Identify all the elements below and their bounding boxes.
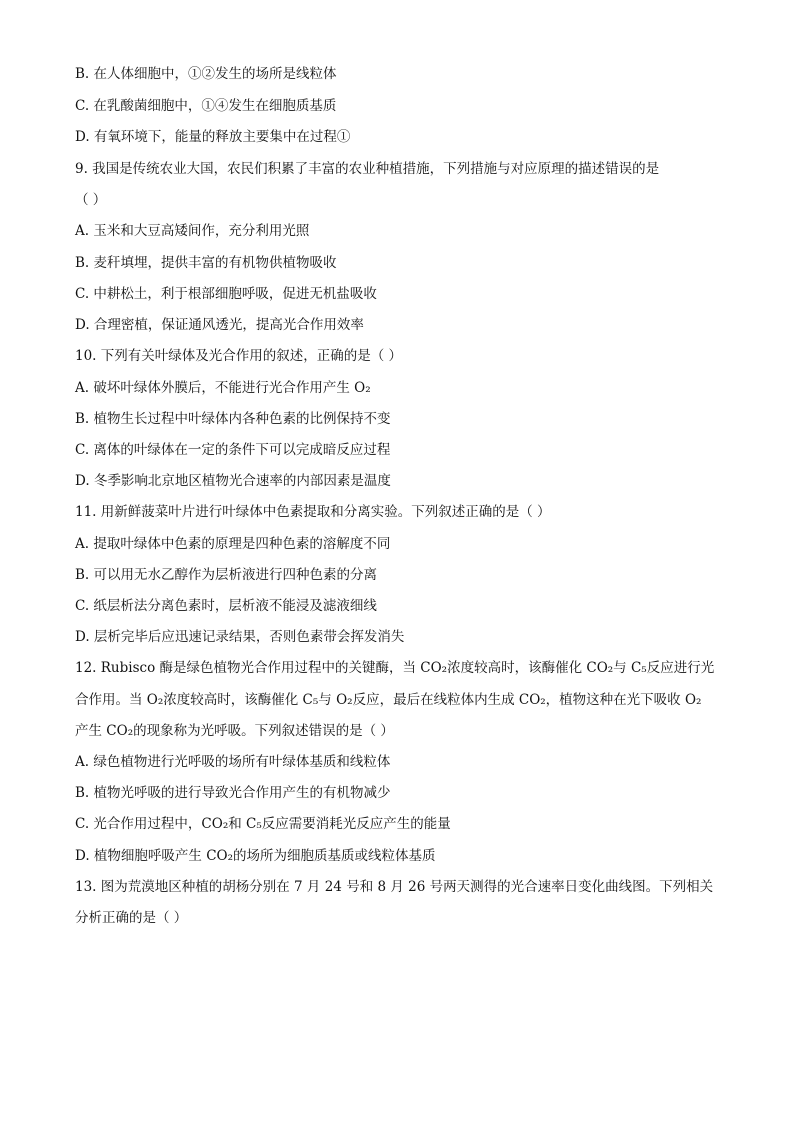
q10-stem: 10. 下列有关叶绿体及光合作用的叙述，正确的是（ ） [75, 348, 403, 364]
q11-option-d: D. 层析完毕后应迅速记录结果，否则色素带会挥发消失 [75, 629, 405, 645]
q10-option-c: C. 离体的叶绿体在一定的条件下可以完成暗反应过程 [75, 442, 391, 458]
q9-option-a: A. 玉米和大豆高矮间作，充分利用光照 [75, 223, 310, 239]
q9-option-b: B. 麦秆填埋，提供丰富的有机物供植物吸收 [75, 255, 337, 271]
q12-option-b: B. 植物光呼吸的进行导致光合作用产生的有机物减少 [75, 785, 391, 801]
q10-option-d: D. 冬季影响北京地区植物光合速率的内部因素是温度 [75, 473, 391, 489]
q13-stem-line-1: 13. 图为荒漠地区种植的胡杨分别在 7 月 24 号和 8 月 26 号两天测得的光合速率日变化曲线图。下列相关 [75, 879, 714, 895]
q9-stem: 9. 我国是传统农业大国，农民们积累了丰富的农业种植措施，下列措施与对应原理的描述错误的是 [75, 161, 660, 177]
q9-option-d: D. 合理密植，保证通风透光，提高光合作用效率 [75, 317, 364, 333]
q13-stem-line-2: 分析正确的是（ ） [75, 910, 188, 926]
q9-stem-bracket: （ ） [75, 192, 107, 208]
q12-stem-line-3: 产生 CO₂的现象称为光呼吸。下列叙述错误的是（ ） [75, 723, 394, 739]
q8-option-c: C. 在乳酸菌细胞中，①④发生在细胞质基质 [75, 98, 337, 114]
q11-option-a: A. 提取叶绿体中色素的原理是四种色素的溶解度不同 [75, 536, 391, 552]
q9-option-c: C. 中耕松土，利于根部细胞呼吸，促进无机盐吸收 [75, 286, 377, 302]
q8-option-d: D. 有氧环境下，能量的释放主要集中在过程① [75, 129, 351, 145]
q11-option-b: B. 可以用无水乙醇作为层析液进行四种色素的分离 [75, 567, 378, 583]
q11-option-c: C. 纸层析法分离色素时，层析液不能浸及滤液细线 [75, 598, 377, 614]
q12-stem-line-2: 合作用。当 O₂浓度较高时，该酶催化 C₅与 O₂反应，最后在线粒体内生成 CO₂，植物这种在光下吸收 O₂ [75, 692, 702, 708]
q12-stem-line-1: 12. Rubisco 酶是绿色植物光合作用过程中的关键酶，当 CO₂浓度较高时，该酶催化 CO₂与 C₅反应进行光 [75, 660, 715, 676]
q11-stem: 11. 用新鲜菠菜叶片进行叶绿体中色素提取和分离实验。下列叙述正确的是（ ） [75, 504, 551, 520]
q12-option-c: C. 光合作用过程中，CO₂和 C₅反应需要消耗光反应产生的能量 [75, 816, 451, 832]
q8-option-b: B. 在人体细胞中，①②发生的场所是线粒体 [75, 66, 337, 82]
q12-option-a: A. 绿色植物进行光呼吸的场所有叶绿体基质和线粒体 [75, 754, 391, 770]
q10-option-a: A. 破坏叶绿体外膜后，不能进行光合作用产生 O₂ [75, 380, 371, 396]
q12-option-d: D. 植物细胞呼吸产生 CO₂的场所为细胞质基质或线粒体基质 [75, 848, 436, 864]
q10-option-b: B. 植物生长过程中叶绿体内各种色素的比例保持不变 [75, 411, 391, 427]
